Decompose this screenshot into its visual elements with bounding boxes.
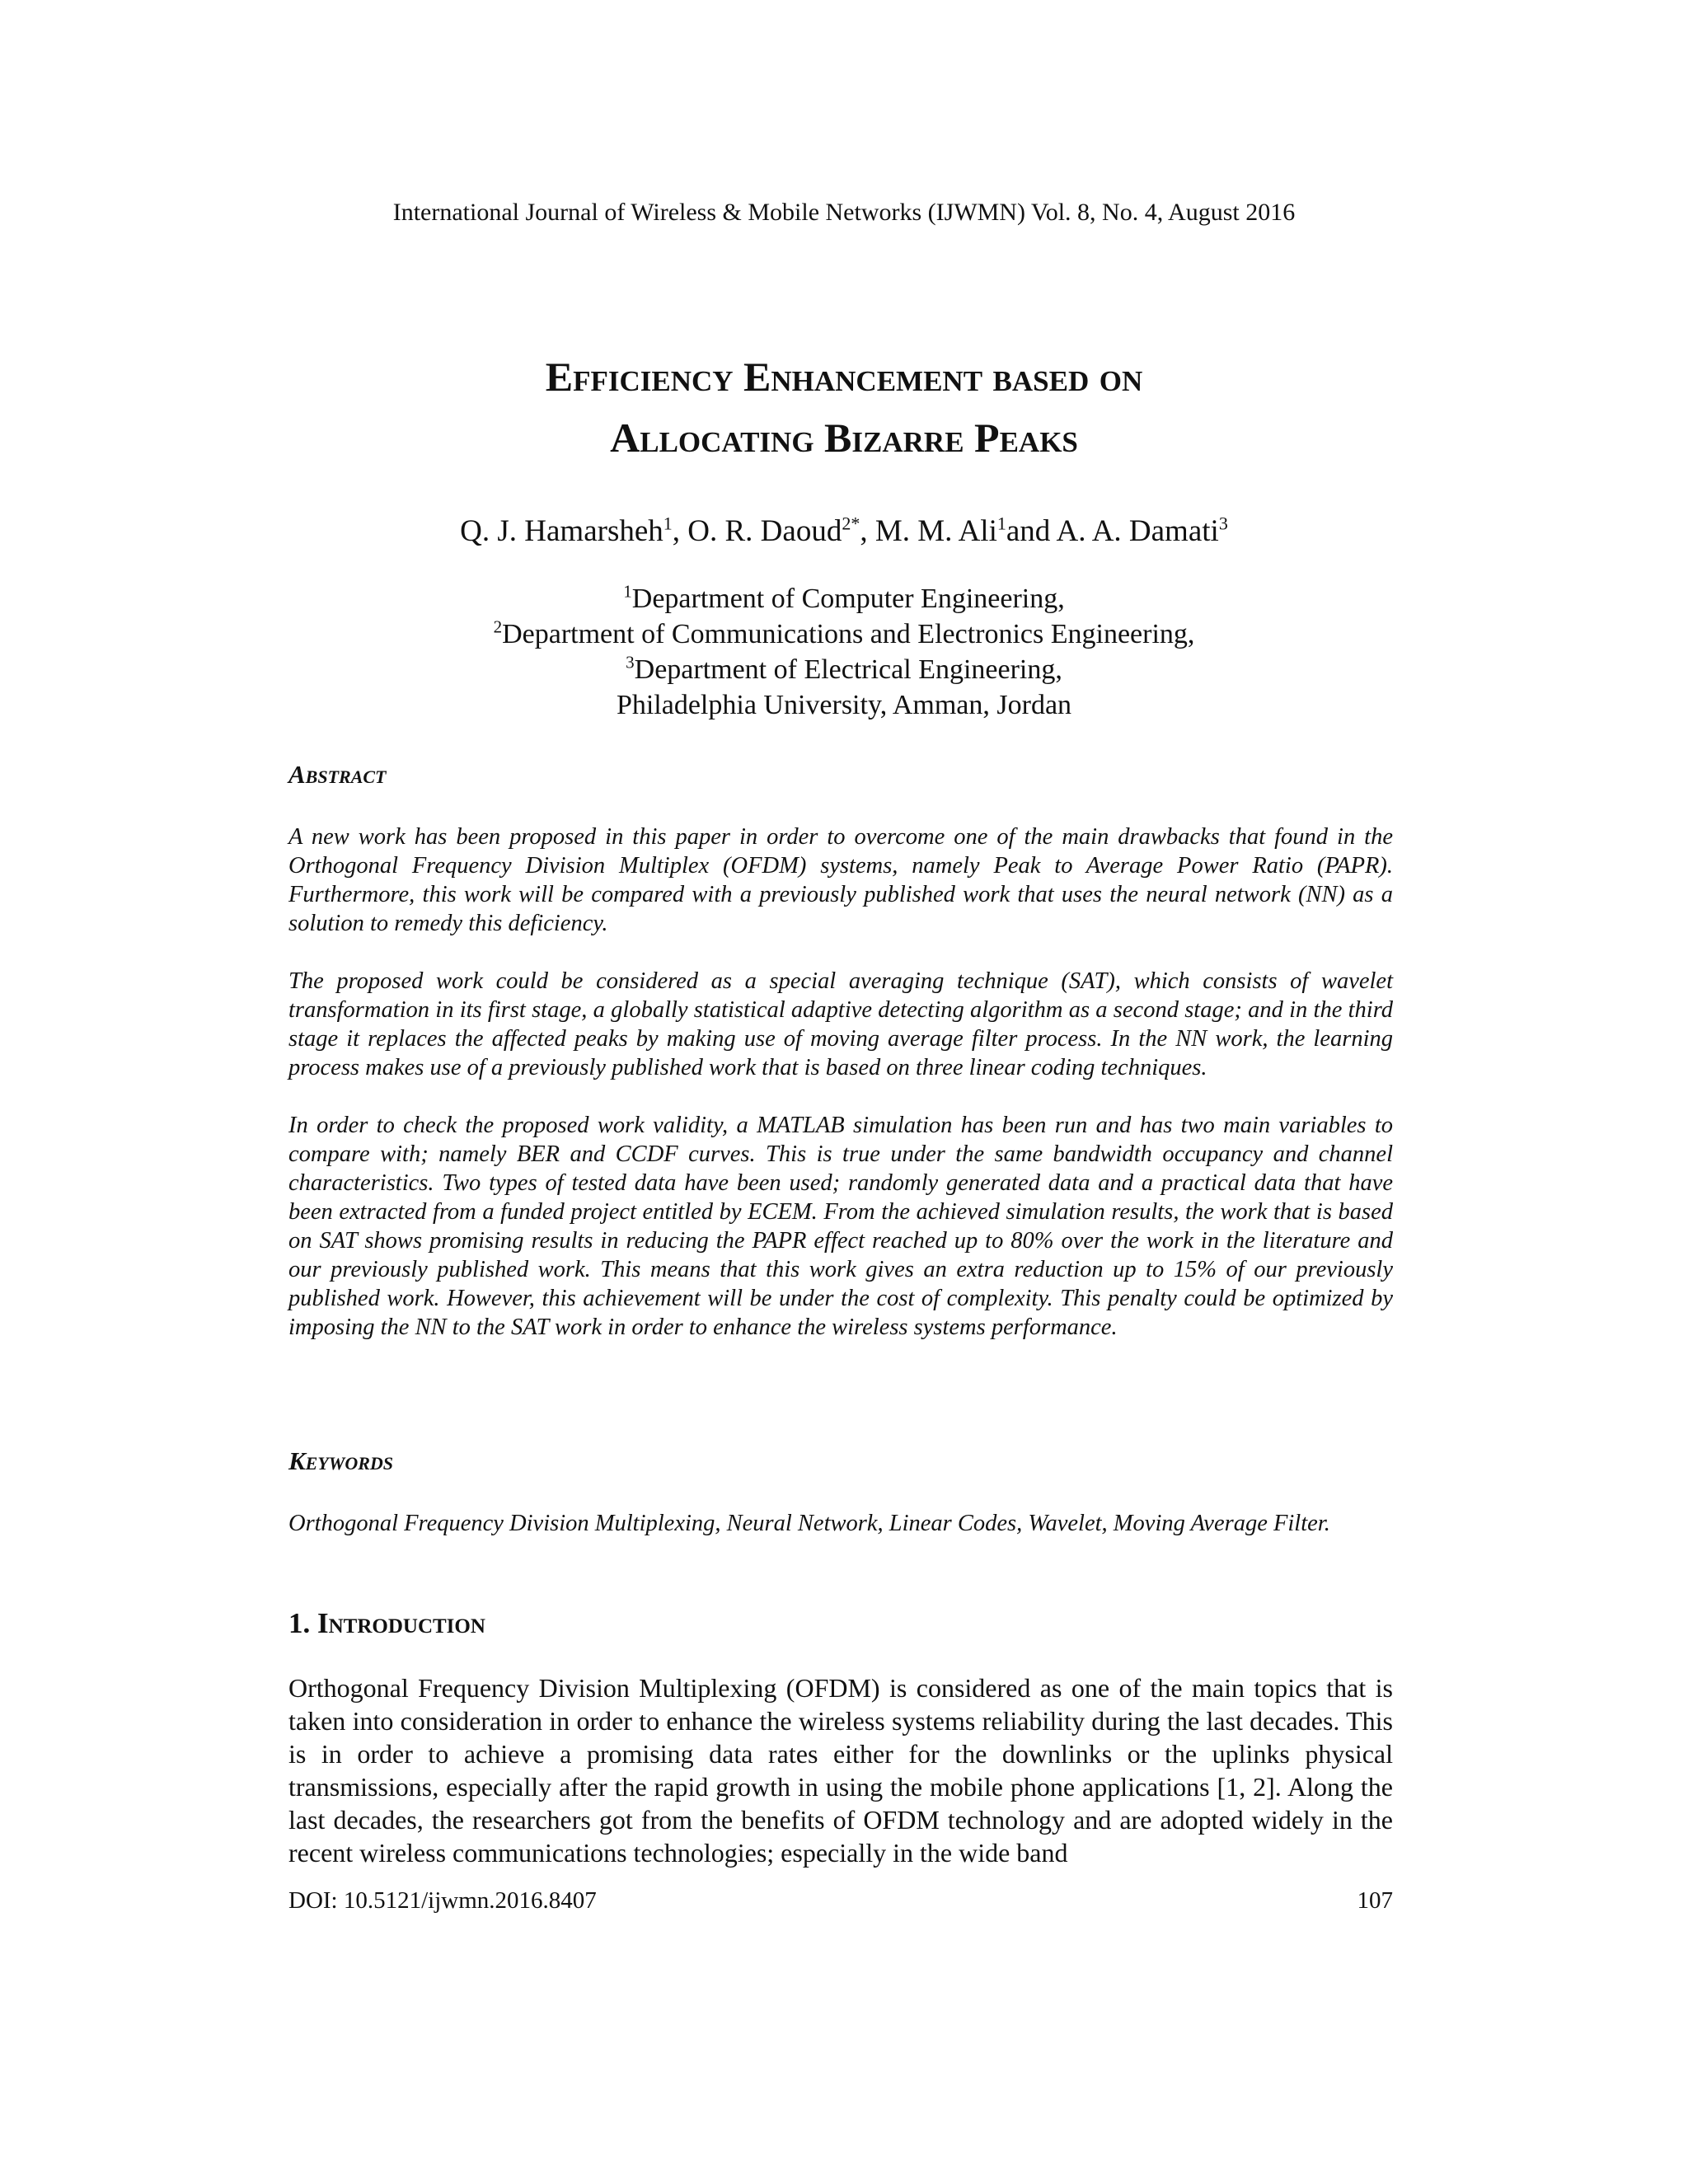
title-line-2: Allocating Bizarre Peaks (610, 415, 1078, 461)
keywords-text: Orthogonal Frequency Division Multiplexing, Neural Network, Linear Codes, Wavelet, Moving Average Filter. (288, 1511, 1330, 1536)
affiliation-line: $^3$Department of Electrical Engineering, (626, 652, 1062, 685)
title-line-1: Efficiency Enhancement based on (545, 354, 1143, 400)
doi-label: DOI: 10.5121/ijwmn.2016.8407 (288, 1887, 597, 1914)
introduction-section (288, 1605, 1393, 1869)
abstract-paragraph: In order to check the proposed work validity, a MATLAB simulation has been run and has two main variables to compare with; namely BER and CCDF curves. This is true under the same bandwidth occupancy and channel characteristics. Two types of tested data have been used; randomly generated data and a practical data that have been extracted from a funded project entitled by ECEM. From the achieved simulation results, the work that is based on SAT shows promising results in reducing the PAPR effect reached up to 80% over the work in the literature and our previously published work. This means that this work gives an extra reduction up to 15% of our previously published work. However, this achievement will be under the cost of complexity. This penalty could be optimized by imposing the NN to the SAT work in order to enhance the wireless systems performance. (288, 1113, 1393, 1340)
author-affiliation-mark: 1 (663, 513, 673, 534)
author-name: A. A. Damati (1056, 514, 1219, 548)
abstract-section (288, 758, 1393, 1342)
author-separator: , (672, 514, 688, 548)
affiliation-line: $^1$Department of Computer Engineering, (623, 581, 1065, 614)
author-name: M. M. Ali (874, 514, 997, 548)
author-separator: , (860, 514, 875, 548)
author-affiliation-mark: 2* (842, 513, 860, 534)
keywords-heading: Keywords (288, 1446, 394, 1475)
running-header: International Journal of Wireless & Mobile Networks (IJWMN) Vol. 8, No. 4, August 2016 (392, 199, 1296, 226)
abstract-paragraph: The proposed work could be considered as a special averaging technique (SAT), which consists of wavelet transformation in its first stage, a globally statistical adaptive detecting algorithm as a second stage; and in the third stage it replaces the affected peaks by making use of moving average filter process. In the NN work, the learning process makes use of a previously published work that is based on three linear coding techniques. (288, 968, 1393, 1080)
author-affiliation-mark: 3 (1218, 513, 1228, 534)
author-name: Q. J. Hamarsheh (460, 514, 663, 548)
author-list (0, 511, 1688, 552)
introduction-heading: 1. Introduction (288, 1607, 485, 1639)
paper-title (0, 346, 1688, 468)
page-number: 107 (1357, 1887, 1393, 1914)
author-name: O. R. Daoud (687, 514, 842, 548)
affiliation-list (0, 581, 1688, 723)
author-separator: and (1006, 514, 1057, 548)
affiliation-line: Philadelphia University, Amman, Jordan (616, 690, 1072, 720)
introduction-paragraph: Orthogonal Frequency Division Multiplexing (OFDM) is considered as one of the main topics that is taken into consideration in order to enhance the wireless systems reliability during the last decades. This is in order to achieve a promising data rates either for the downlinks or the uplinks physical transmissions, especially after the rapid growth in using the mobile phone applications [1, 2]. Along the last decades, the researchers got from the benefits of OFDM technology and are adopted widely in the recent wireless communications technologies; especially in the wide band (288, 1673, 1393, 1868)
abstract-paragraph: A new work has been proposed in this paper in order to overcome one of the main drawbacks that found in the Orthogonal Frequency Division Multiplex (OFDM) systems, namely Peak to Average Power Ratio (PAPR). Furthermore, this work will be compared with a previously published work that uses the neural network (NN) as a solution to remedy this deficiency. (288, 824, 1393, 936)
author-affiliation-mark: 1 (996, 513, 1006, 534)
keywords-section (288, 1445, 1393, 1538)
abstract-heading: Abstract (288, 760, 387, 789)
affiliation-line: $^2$Department of Communications and Electronics Engineering, (493, 616, 1195, 649)
